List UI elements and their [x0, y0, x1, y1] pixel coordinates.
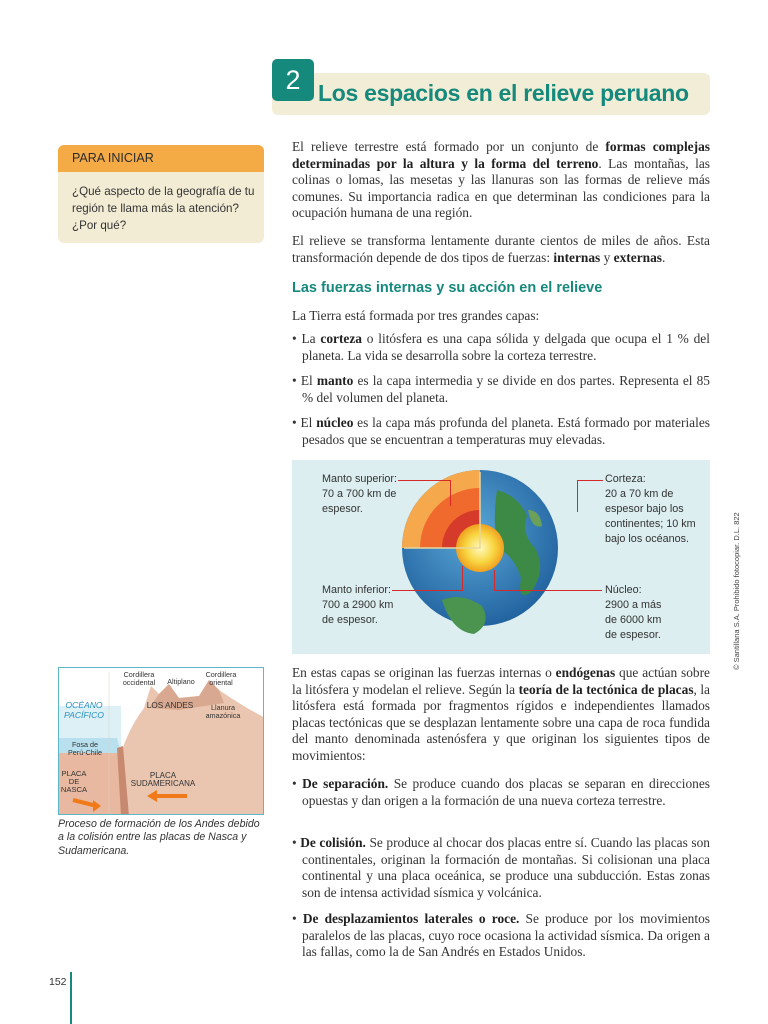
earth-layers-figure [292, 460, 710, 654]
section-number: 2 [272, 59, 314, 101]
para-iniciar-title: PARA INICIAR [72, 151, 154, 165]
paragraph-capas: La Tierra está formada por tres grandes capas: [292, 308, 540, 323]
bullet-separacion: • De separación. Se produce cuando dos placas se separan en direcciones opuestas y dan origen a la formación de una nueva corteza terrestre. [292, 776, 710, 808]
andes-formation-figure [58, 667, 264, 815]
label-oceano-pacifico: OCÉANO PACÍFICO [64, 700, 104, 720]
bullet-nucleo: • El núcleo es la capa más profunda del planeta. Está formado por materiales pesados que se encuentran a temperaturas muy elevadas. [292, 415, 711, 447]
label-nucleo: Núcleo: 2900 a más de 6000 km de espesor. [605, 584, 662, 641]
label-altiplano: Altiplano [167, 677, 195, 686]
label-corteza: Corteza: 20 a 70 km de espesor bajo los continentes; 10 km bajo los océanos. [605, 473, 696, 545]
bullet-corteza: • La corteza o litósfera es una capa sólida y delgada que ocupa el 1 % del planeta. La vida se desarrolla sobre la corteza terrestre. [292, 331, 710, 363]
label-llanura-amazonica: Llanura amazónica [205, 703, 241, 720]
label-fosa: Fosa de Perú-Chile [68, 740, 102, 757]
bullet-desplazamientos: • De desplazamientos laterales o roce. Se produce por los movimientos paralelos de las placas, cuyo roce ocasiona la actividad sísmica. Da origen a las fallas, como la de San Andrés en Estados Unidos. [292, 911, 710, 959]
paragraph-transformacion: El relieve se transforma lentamente durante cientos de miles de años. Esta transformación depende de dos tipos de fuerzas: internas y externas. [292, 233, 710, 265]
label-manto-inferior: Manto inferior: 700 a 2900 km de espesor. [322, 584, 394, 626]
copyright-note: © Santillana S.A. Prohibido fotocopiar. D.L. 822 [732, 512, 741, 670]
label-los-andes: LOS ANDES [146, 701, 194, 710]
section-subtitle: Las fuerzas internas y su acción en el relieve [292, 280, 603, 296]
para-iniciar-question: ¿Qué aspecto de la geografía de tu región te llama más la atención? ¿Por qué? [72, 185, 255, 232]
label-placa-nasca: PLACA DE NASCA [60, 769, 88, 794]
page-number: 152 [49, 976, 67, 988]
page-margin-line [70, 972, 72, 1024]
label-placa-sudamericana: PLACA SUDAMERICANA [130, 771, 196, 788]
page-title: Los espacios en el relieve peruano [318, 80, 689, 106]
bullet-manto: • El manto es la capa intermedia y se divide en dos partes. Representa el 85 % del volumen del planeta. [292, 373, 710, 405]
bullet-colision: • De colisión. Se produce al chocar dos placas entre sí. Cuando las placas son continentales, originan la formación de montañas. Si colisionan una placa continental y una placa oceánica, se produce una subducción. Estas zonas son de intensa actividad sísmica y volcánica. [292, 835, 710, 900]
label-cordillera-oriental: Cordillera oriental [205, 670, 237, 687]
paragraph-endogenas: En estas capas se originan las fuerzas internas o endógenas que actúan sobre la litósfera y modelan el relieve. Según la teoría de la tectónica de placas, la litósfera está formada por fragmentos rígidos e independientes llamados placas tectónicas que se desplazan lentamente sobre una capa de roca fundida del manto denominada astenósfera y que originan los siguientes tipos de movimientos: [292, 665, 710, 763]
andes-caption: Proceso de formación de los Andes debido a la colisión entre las placas de Nasca y Sudamericana. [58, 818, 260, 857]
label-manto-superior: Manto superior: 70 a 700 km de espesor. [322, 473, 398, 515]
label-cordillera-occidental: Cordillera occidental [122, 670, 156, 687]
paragraph-relieve: El relieve terrestre está formado por un conjunto de formas complejas determinadas por la altura y la forma del terreno. Las montañas, las colinas o lomas, las mesetas y las llanuras son las formas de relieve más comunes. Su importancia radica en que determinan las condiciones para la ocupación humana de una región. [292, 139, 710, 220]
